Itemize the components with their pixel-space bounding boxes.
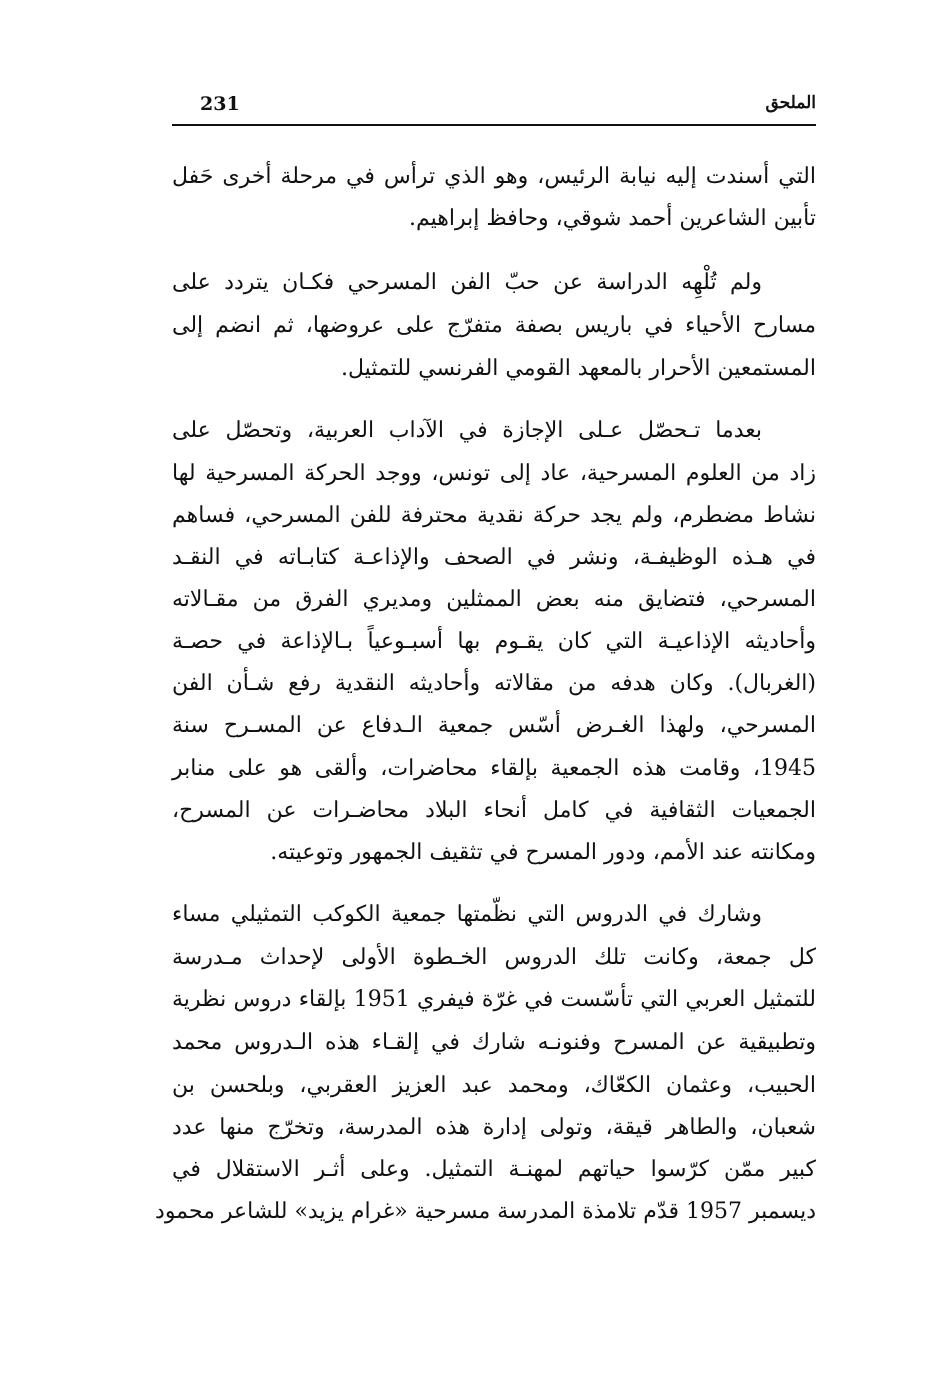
text-line: ومكانته عند الأمم، ودور المسرح في تثقيف الجمهور وتوعيته. xyxy=(270,840,816,865)
header-rule xyxy=(172,124,816,126)
page-header xyxy=(172,93,816,123)
running-title: الملحق xyxy=(765,93,816,113)
page-number: 231 xyxy=(200,93,240,115)
text-line: وتطبيقية عن المسرح وفنونـه شارك في إلقـاء هذه الـدروس محمد xyxy=(172,1030,816,1055)
text-line: ولم تُلْهِه الدراسة عن حبّ الفن المسرحي فكـان يتردد على xyxy=(172,270,762,295)
text-line: وأحاديثه الإذاعيـة التي كان يقـوم بها أسبـوعياً بـالإذاعة في حصـة xyxy=(172,629,816,654)
text-line: مسارح الأحياء في باريس بصفة متفرّج على عروضها، ثم انضم إلى xyxy=(172,313,816,338)
text-line: التي أسندت إليه نيابة الرئيس، وهو الذي ترأس في مرحلة أخرى حَفل xyxy=(172,164,816,189)
text-line: كبير ممّن كرّسوا حياتهم لمهنـة التمثيل. وعلى أثـر الاستقلال في xyxy=(172,1157,816,1182)
text-line: وشارك في الدروس التي نظّمتها جمعية الكوكب التمثيلي مساء xyxy=(172,902,762,927)
text-line: في هـذه الوظيفـة، ونشر في الصحف والإذاعـة كتابـاته في النقـد xyxy=(172,545,816,570)
text-line: ديسمبر 1957 قدّم تلامذة المدرسة مسرحية «غرام يزيد» للشاعر محمود xyxy=(155,1199,816,1224)
text-line: زاد من العلوم المسرحية، عاد إلى تونس، ووجد الحركة المسرحية لها xyxy=(172,461,816,486)
text-line: شعبان، والطاهر قيقة، وتولى إدارة هذه المدرسة، وتخرّج منها عدد xyxy=(172,1115,816,1140)
text-line: المسرحي، ولهذا الغـرض أسّس جمعية الـدفاع عن المسـرح سنة xyxy=(172,713,816,738)
text-line: الحبيب، وعثمان الكعّاك، ومحمد عبد العزيز العقربي، وبلحسن بن xyxy=(172,1073,816,1098)
text-line: المسرحي، فتضايق منه بعض الممثلين ومديري الفرق من مقـالاته xyxy=(172,587,816,612)
text-line: الجمعيات الثقافية في كامل أنحاء البلاد محاضـرات عن المسرح، xyxy=(172,798,816,823)
text-line: 1945، وقامت هذه الجمعية بإلقاء محاضرات، وألقى هو على منابر xyxy=(172,756,816,781)
text-line: نشاط مضطرم، ولم يجد حركة نقدية محترفة للفن المسرحي، فساهم xyxy=(172,503,816,528)
text-line: كل جمعة، وكانت تلك الدروس الخـطوة الأولى لإحداث مـدرسة xyxy=(172,945,816,970)
text-line: المستمعين الأحرار بالمعهد القومي الفرنسي للتمثيل. xyxy=(340,356,816,381)
text-line: للتمثيل العربي التي تأسّست في غرّة فيفري 1951 بإلقاء دروس نظرية xyxy=(172,987,816,1012)
text-line: تأبين الشاعرين أحمد شوقي، وحافظ إبراهيم. xyxy=(409,206,816,231)
text-line: (الغربال). وكان هدفه من مقالاته وأحاديثه النقدية رفع شـأن الفن xyxy=(172,671,816,696)
text-line: بعدما تـحصّل عـلى الإجازة في الآداب العربية، وتحصّل على xyxy=(172,418,762,443)
